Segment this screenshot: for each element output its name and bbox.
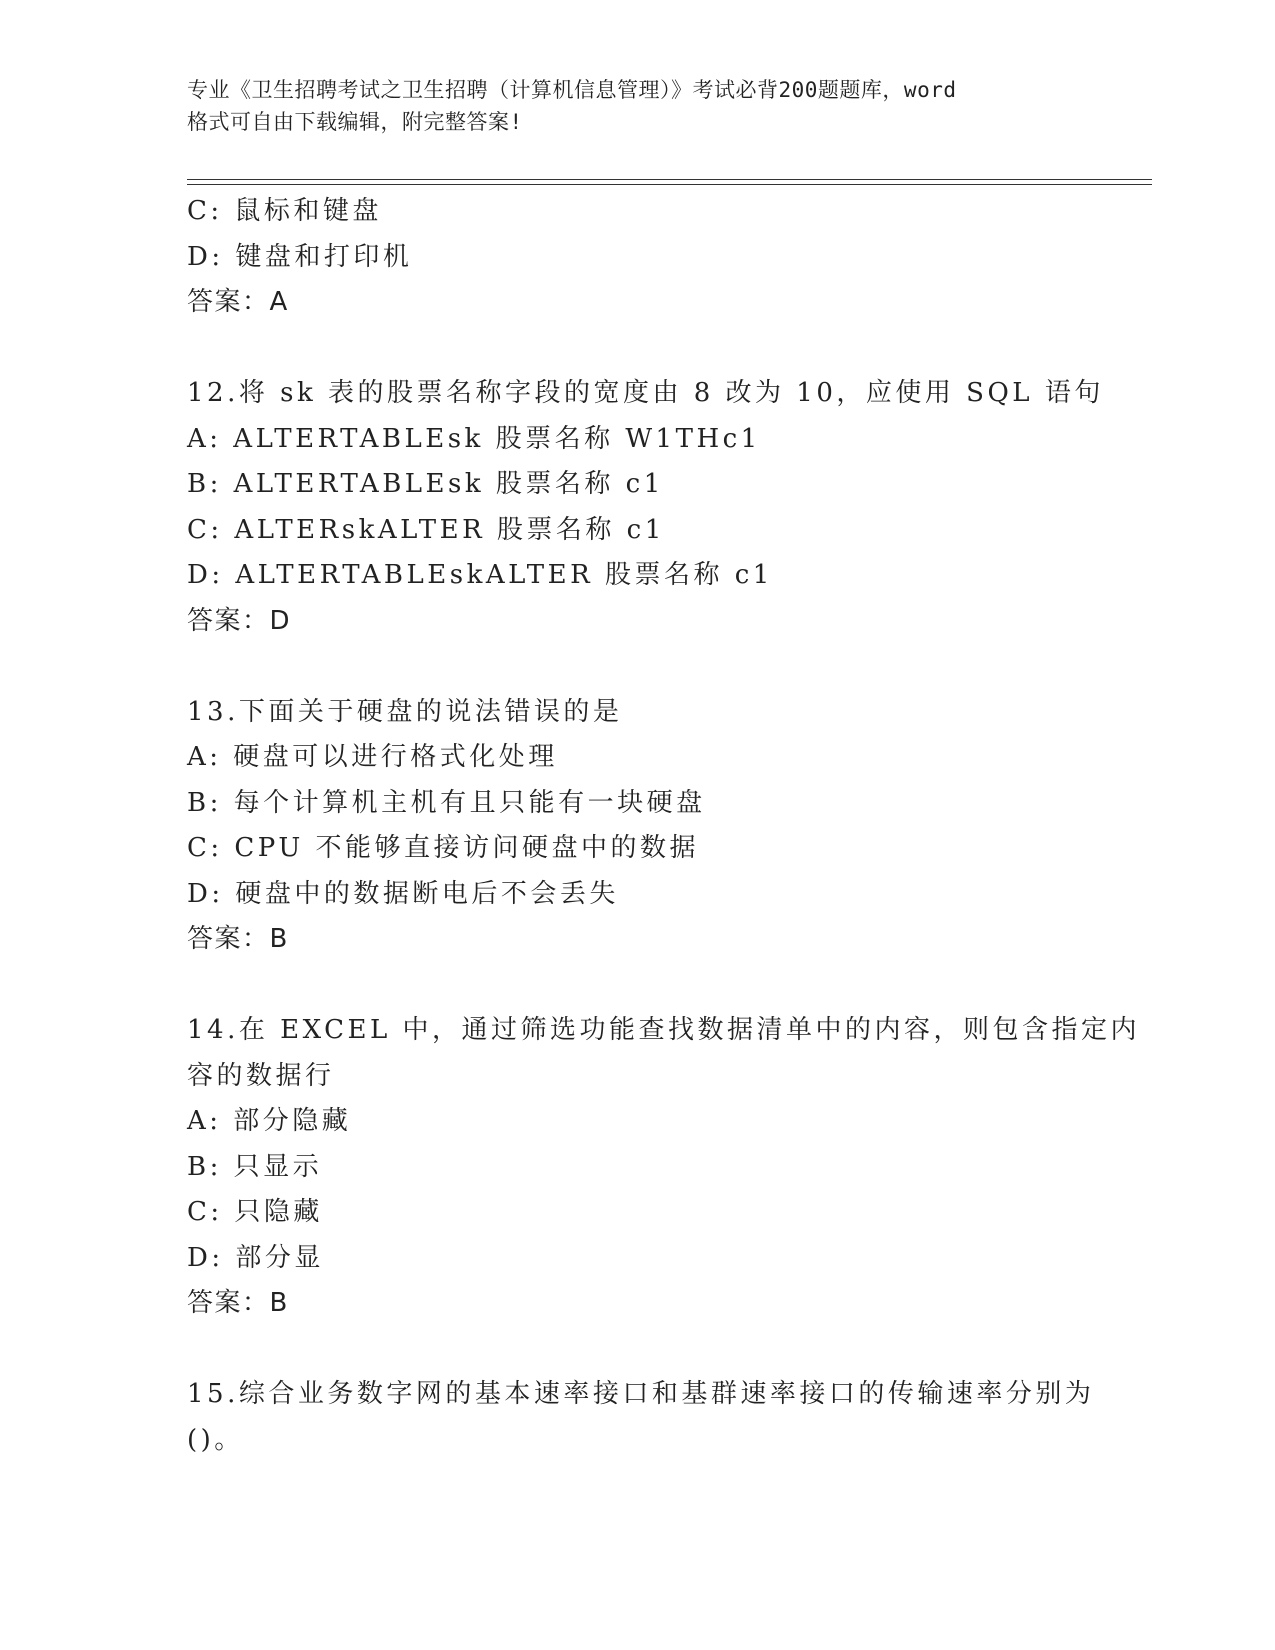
- answer-line: 答案：A: [187, 287, 289, 317]
- document-header: [187, 74, 1087, 138]
- blank-line: [187, 326, 1087, 372]
- question-text: 14.在 EXCEL 中，通过筛选功能查找数据清单中的内容，则包含指定内: [187, 1015, 1141, 1045]
- option-text: A: 部分隐藏: [187, 1106, 352, 1136]
- question-text: 13.下面关于硬盘的说法错误的是: [187, 696, 623, 727]
- answer-line: 答案：B: [187, 924, 289, 954]
- question-text: ()。: [187, 1424, 244, 1455]
- blank-line: [187, 1327, 1087, 1373]
- option-text: B: ALTERTABLEsk 股票名称 c1: [187, 469, 664, 499]
- option-text: A: ALTERTABLEsk 股票名称 W1THc1: [187, 423, 761, 454]
- answer-line: 答案：D: [187, 605, 292, 636]
- header-divider-top: [187, 179, 1152, 180]
- option-text: B: 每个计算机主机有且只能有一块硬盘: [187, 787, 706, 818]
- option-text: D: ALTERTABLEskALTER 股票名称 c1: [187, 560, 773, 590]
- option-text: A: 硬盘可以进行格式化处理: [187, 742, 558, 772]
- header-title-line-1: 专业《卫生招聘考试之卫生招聘（计算机信息管理）》考试必背200题题库，word: [187, 78, 957, 102]
- option-text: C: CPU 不能够直接访问硬盘中的数据: [187, 833, 700, 863]
- blank-line: [187, 963, 1087, 1009]
- question-text: 15.综合业务数字网的基本速率接口和基群速率接口的传输速率分别为: [187, 1379, 1095, 1409]
- option-text: B: 只显示: [187, 1151, 323, 1182]
- answer-line: 答案：B: [187, 1288, 289, 1318]
- option-text: C: 只隐藏: [187, 1197, 323, 1227]
- header-divider-bottom: [187, 184, 1152, 185]
- header-title-line-2: 格式可自由下载编辑，附完整答案!: [187, 110, 523, 134]
- question-list: [187, 189, 1141, 1463]
- option-text: D: 部分显: [187, 1242, 324, 1273]
- option-text: D: 硬盘中的数据断电后不会丢失: [187, 878, 619, 909]
- option-text: D: 键盘和打印机: [187, 241, 413, 272]
- option-text: C: 鼠标和键盘: [187, 196, 382, 226]
- blank-line: [187, 644, 1087, 690]
- question-text: 容的数据行: [187, 1060, 335, 1091]
- option-text: C: ALTERskALTER 股票名称 c1: [187, 514, 665, 545]
- question-text: 12.将 sk 表的股票名称字段的宽度由 8 改为 10，应使用 SQL 语句: [187, 378, 1104, 408]
